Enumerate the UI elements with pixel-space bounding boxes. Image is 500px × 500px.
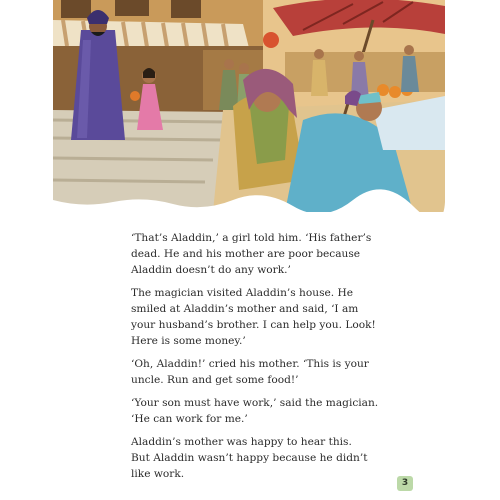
- story-paragraph: Aladdin’s mother was happy to hear this. But Aladdin wasn’t happy because he didn’t like work.: [131, 436, 368, 480]
- story-paragraph: ‘Your son must have work,’ said the magician. ‘He can work for me.’: [131, 397, 379, 425]
- story-text: [131, 230, 391, 489]
- story-paragraph: ‘Oh, Aladdin!’ cried his mother. ‘This is your uncle. Run and get some food!’: [131, 358, 369, 386]
- market-scene-illustration: [53, 0, 445, 212]
- story-paragraph: ‘That’s Aladdin,’ a girl told him. ‘His father’s dead. He and his mother are poor because Aladdin doesn’t do any work.’: [131, 232, 372, 276]
- market-scene-art: [53, 0, 445, 212]
- lantern: [263, 32, 279, 48]
- story-paragraph: The magician visited Aladdin’s house. He smiled at Aladdin’s mother and said, ‘I am your husband’s brother. I can help you. Look! Here is some money.’: [131, 287, 376, 347]
- page-number-badge: 3: [397, 476, 413, 491]
